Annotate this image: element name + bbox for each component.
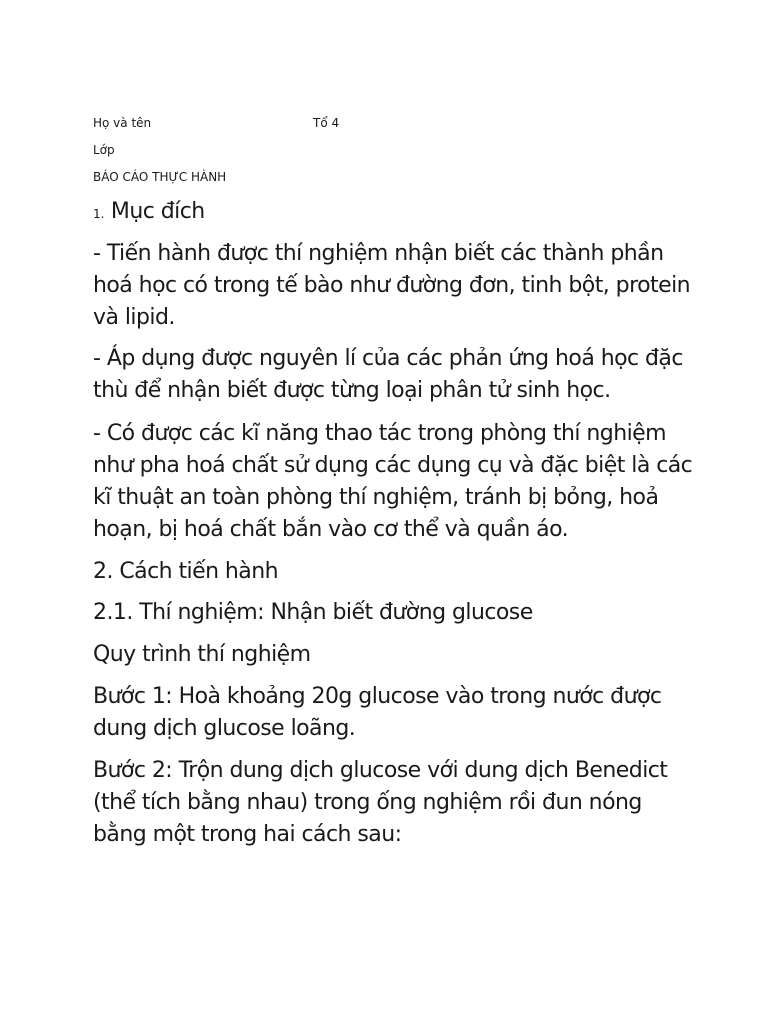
group-label: Tổ 4 <box>313 116 340 130</box>
procedure-step: Bước 2: Trộn dung dịch glucose với dung dịch Benedict (thể tích bằng nhau) trong ống nghiệm rồi đun nóng bằng một trong hai cách sau: <box>93 758 668 847</box>
procedure-step: Bước 1: Hoà khoảng 20g glucose vào trong nước được dung dịch glucose loãng. <box>93 684 662 741</box>
subsection-2-1-heading: 2.1. Thí nghiệm: Nhận biết đường glucose <box>93 600 533 625</box>
section-1-heading <box>93 196 693 230</box>
purpose-paragraph: - Tiến hành được thí nghiệm nhận biết các thành phần hoá học có trong tế bào như đường đơn, tinh bột, protein và lipid. <box>93 241 691 330</box>
report-title: BÁO CÁO THỰC HÀNH <box>93 170 227 184</box>
section-1-title: Mục đích <box>110 199 205 224</box>
name-label: Họ và tên <box>93 116 152 130</box>
procedure-label: Quy trình thí nghiệm <box>93 642 311 667</box>
section-2-heading: 2. Cách tiến hành <box>93 559 279 584</box>
class-label: Lớp <box>93 143 115 157</box>
section-1-number: 1. <box>93 207 105 221</box>
purpose-paragraph: - Có được các kĩ năng thao tác trong phòng thí nghiệm như pha hoá chất sử dụng các dụng cụ và đặc biệt là các kĩ thuật an toàn phòng thí nghiệm, tránh bị bỏng, hoả hoạn, bị hoá chất bắn vào cơ thể và quần áo. <box>93 421 693 542</box>
purpose-paragraph: - Áp dụng được nguyên lí của các phản ứng hoá học đặc thù để nhận biết được từng loại phân tử sinh học. <box>93 346 683 403</box>
